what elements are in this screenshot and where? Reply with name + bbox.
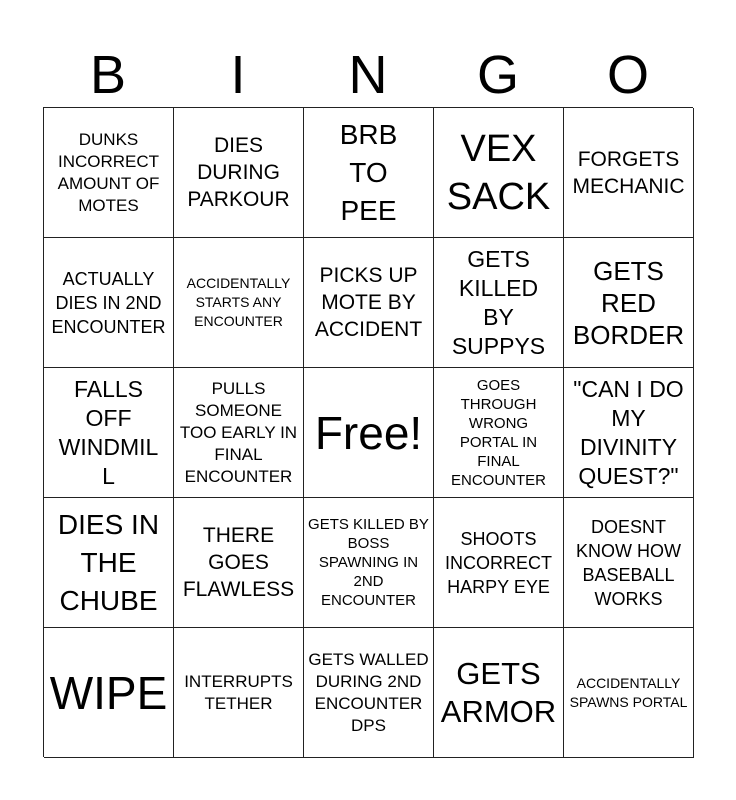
cell-text: ACTUALLY DIES IN 2ND ENCOUNTER	[51, 268, 166, 337]
bingo-header	[43, 44, 693, 106]
bingo-cell[interactable]	[564, 498, 694, 628]
bingo-cell[interactable]	[174, 238, 304, 368]
cell-text: DIES DURING PARKOUR	[187, 134, 290, 211]
header-letter-i: I	[230, 45, 246, 105]
cell-text: PULLS SOMEONE TOO EARLY IN FINAL ENCOUNTER	[179, 378, 298, 486]
cell-text: Free!	[314, 406, 423, 459]
bingo-cell[interactable]	[304, 108, 434, 238]
bingo-cell[interactable]	[44, 108, 174, 238]
bingo-cell[interactable]	[174, 108, 304, 238]
cell-text: FALLS OFF WINDMILL	[58, 375, 159, 489]
cell-text: GOES THROUGH WRONG PORTAL IN FINAL ENCOUNTER	[450, 376, 546, 489]
bingo-cell[interactable]	[174, 628, 304, 758]
bingo-cell[interactable]	[304, 238, 434, 368]
cell-text: DOESNT KNOW HOW BASEBALL WORKS	[576, 516, 681, 609]
bingo-cell[interactable]	[564, 368, 694, 498]
bingo-cell[interactable]	[44, 498, 174, 628]
cell-text: SHOOTS INCORRECT HARPY EYE	[445, 528, 552, 597]
bingo-cell[interactable]	[434, 498, 564, 628]
cell-text: "CAN I DO MY DIVINITY QUEST?"	[573, 375, 684, 489]
bingo-cell[interactable]	[434, 628, 564, 758]
bingo-cell[interactable]	[434, 368, 564, 498]
header-letter-o: O	[606, 45, 649, 105]
bingo-cell[interactable]	[434, 238, 564, 368]
cell-text: GETS WALLED DURING 2ND ENCOUNTER DPS	[308, 649, 429, 735]
cell-text: BRB TO PEE	[339, 118, 398, 226]
bingo-cell[interactable]	[304, 628, 434, 758]
cell-text: ACCIDENTALLY SPAWNS PORTAL	[569, 674, 688, 710]
bingo-cell[interactable]	[174, 498, 304, 628]
header-letter-b: B	[89, 45, 127, 105]
cell-text: GETS KILLED BY BOSS SPAWNING IN 2ND ENCOUNTER	[308, 516, 429, 609]
header-letter-g: G	[476, 45, 519, 105]
bingo-cell[interactable]	[434, 108, 564, 238]
bingo-cell[interactable]	[174, 368, 304, 498]
cell-text: GETS RED BORDER	[572, 255, 685, 350]
bingo-cell[interactable]	[564, 238, 694, 368]
bingo-cell[interactable]	[564, 628, 694, 758]
cell-text: DIES IN THE CHUBE	[57, 508, 160, 616]
cell-text: GETS ARMOR	[440, 655, 557, 729]
header-letter-n: N	[348, 45, 388, 105]
bingo-board	[43, 107, 693, 757]
cell-text: THERE GOES FLAWLESS	[182, 524, 295, 601]
bingo-cell[interactable]	[564, 108, 694, 238]
cell-text: INTERRUPTS TETHER	[184, 671, 293, 713]
cell-text: ACCIDENTALLY STARTS ANY ENCOUNTER	[186, 275, 291, 329]
cell-text: PICKS UP MOTE BY ACCIDENT	[314, 264, 423, 341]
bingo-cell[interactable]	[44, 628, 174, 758]
cell-text: GETS KILLED BY SUPPYS	[451, 245, 546, 359]
bingo-cell[interactable]	[304, 368, 434, 498]
bingo-cell[interactable]	[44, 368, 174, 498]
cell-text: FORGETS MECHANIC	[572, 147, 685, 198]
cell-text: VEX SACK	[446, 127, 551, 218]
cell-text: WIPE	[49, 666, 168, 719]
bingo-cell[interactable]	[304, 498, 434, 628]
bingo-cell[interactable]	[44, 238, 174, 368]
cell-text: DUNKS INCORRECT AMOUNT OF MOTES	[57, 129, 160, 215]
